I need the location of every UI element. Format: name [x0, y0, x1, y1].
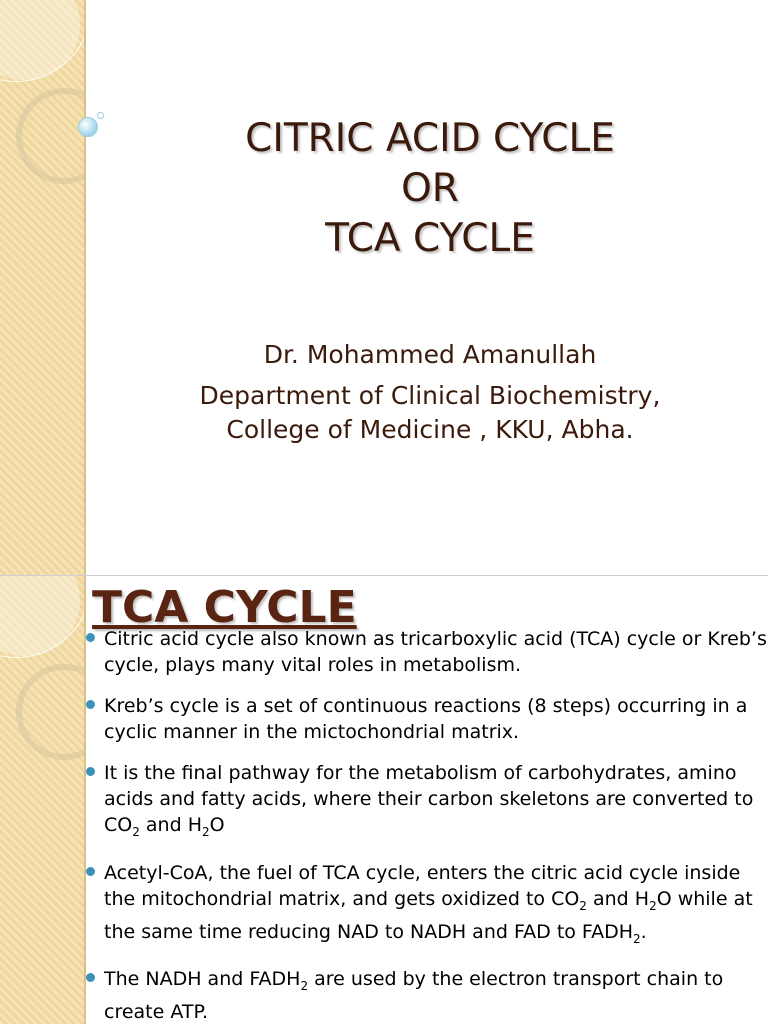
- decorative-arc: [0, 576, 86, 658]
- bullet-text: The NADH and $FADH_2$ are used by the electron transport chain to create ATP.: [104, 968, 724, 1024]
- bullet-dot-icon: [86, 767, 95, 776]
- title-line: CITRIC ACID CYCLE: [245, 116, 615, 161]
- bullet-dot-icon: [86, 867, 95, 876]
- decorative-ring: [16, 88, 86, 184]
- bullet-dot-icon: [86, 973, 95, 982]
- bubble-icon: [78, 117, 98, 137]
- bullet-dot-icon: [86, 633, 95, 642]
- bullet-text: Acetyl-CoA, the fuel of TCA cycle, enters the citric acid cycle inside the mitochondrial matrix, and gets oxidized to $CO_2$ and $H_2O$ while at the same time reducing NAD to NADH and FAD to $FADH_2$.: [104, 861, 753, 946]
- bubble-icon: [97, 112, 104, 119]
- decorative-ring: [16, 664, 86, 760]
- bullet-text: Citric acid cycle also known as tricarboxylic acid (TCA) cycle or Kreb’s cycle, plays many vital roles in metabolism.: [104, 628, 767, 676]
- bullet-text: Kreb’s cycle is a set of continuous reactions (8 steps) occurring in a cyclic manner in the mictochondrial matrix.: [104, 695, 748, 743]
- bullet-text: It is the final pathway for the metabolism of carbohydrates, amino acids and fatty acids, where their carbon skeletons are converted to $CO_2$ and $H_2O$: [104, 762, 754, 839]
- bullet-list: [84, 626, 768, 1024]
- slide-title: [130, 114, 730, 264]
- title-line: OR: [401, 166, 459, 211]
- bullet-item: [84, 860, 768, 952]
- decorative-stripe: [0, 0, 86, 576]
- bullet-item: [84, 966, 768, 1024]
- bullet-item: [84, 693, 768, 745]
- department: [130, 379, 730, 447]
- department-line: College of Medicine , KKU, Abha.: [226, 415, 634, 444]
- title-line: TCA CYCLE: [325, 216, 535, 261]
- decorative-stripe: [0, 576, 86, 1024]
- decorative-arc: [0, 0, 86, 82]
- slide-heading: TCA CYCLE: [92, 582, 357, 633]
- bullet-item: [84, 760, 768, 845]
- content-slide: [0, 576, 768, 1024]
- bullet-dot-icon: [86, 700, 95, 709]
- bullet-item: [84, 626, 768, 678]
- department-line: Department of Clinical Biochemistry,: [199, 381, 661, 410]
- author-name: Dr. Mohammed Amanullah: [263, 340, 597, 369]
